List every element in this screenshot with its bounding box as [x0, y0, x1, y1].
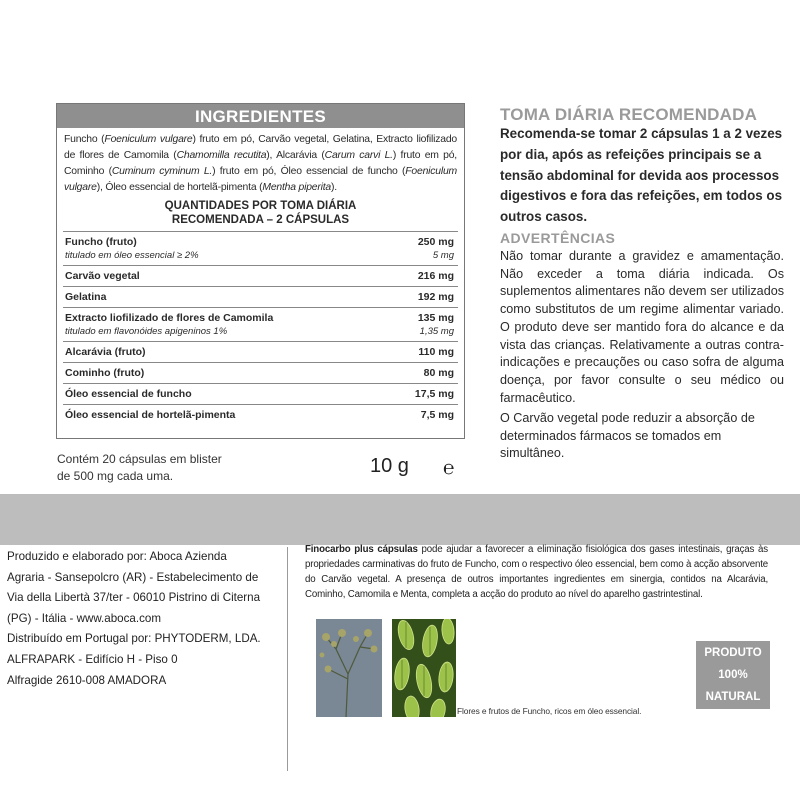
gray-band-divider — [0, 494, 800, 545]
ingredient-name: Funcho (fruto) — [65, 236, 137, 248]
ingredient-name: Óleo essencial de funcho — [65, 388, 192, 400]
ingredient-amount: 7,5 mg — [420, 409, 454, 421]
ingredient-text-part: ). — [330, 182, 337, 193]
producer-line: ALFRAPARK - Edifício H - Piso 0 — [7, 652, 178, 666]
ingredient-text-part: Funcho ( — [64, 134, 105, 145]
daily-dose-title: TOMA DIÁRIA RECOMENDADA — [500, 105, 758, 124]
quantities-title — [57, 200, 464, 227]
quantities-title-line2: RECOMENDADA – 2 CÁPSULAS — [171, 213, 350, 226]
ingredient-titration-amount: 1,35 mg — [419, 326, 454, 337]
capsule-count-line1: Contém 20 cápsulas em blister — [57, 452, 222, 466]
ingredient-name: Carvão vegetal — [65, 270, 140, 282]
daily-dose-text: Recomenda-se tomar 2 cápsulas 1 a 2 vezes por dia, após as refeições principais se a tensão abdominal for devida aos processos digestivos e fora das refeições, em todos os outros casos. — [500, 126, 783, 225]
ingredient-name: Gelatina — [65, 291, 107, 303]
badge-line3: NATURAL — [705, 691, 761, 703]
ingredient-name: Óleo essencial de hortelã-pimenta — [65, 409, 236, 421]
ingredient-amount: 216 mg — [417, 270, 454, 282]
producer-info — [7, 547, 275, 691]
vertical-divider — [287, 547, 288, 771]
capsule-count-note — [57, 451, 287, 485]
botanical-name: Carum carvi L. — [324, 150, 393, 161]
ingredient-name: Alcarávia (fruto) — [65, 346, 146, 358]
ingredient-titration: titulado em flavonóides apigeninos 1% — [65, 326, 228, 337]
ingredient-name: Cominho (fruto) — [65, 367, 145, 379]
ingredients-text — [57, 128, 464, 196]
producer-line: Distribuído em Portugal por: PHYTODERM, LDA. — [7, 632, 261, 646]
table-row — [63, 342, 458, 363]
net-quantity: 10 g — [370, 455, 409, 477]
capsule-count-line2: de 500 mg cada uma. — [57, 469, 174, 483]
producer-line: Produzido e elaborado por: Aboca Azienda — [7, 550, 227, 563]
ingredient-text-part: ) fruto em pó, Carvão vegetal, Gelatina, Extracto liofilizado de flores de Camomila ( — [64, 134, 457, 161]
ingredient-titration: titulado em óleo essencial ≥ 2% — [65, 250, 199, 261]
ingredient-amount: 17,5 mg — [414, 388, 454, 400]
producer-line: Via della Libertà 37/ter - 06010 Pistrino di Citerna — [7, 591, 261, 605]
warnings-text: Não tomar durante a gravidez e amamentação. Não exceder a toma diária indicada. Os suplementos alimentares não devem ser utilizados como substitutos de um regime alimentar variado. O produto deve ser mantido fora do alcance e da vista das crianças. Relativamente a outras contra-indicações e precauções ou caso sofra de alguma doença, por favor consulte o seu médico ou farmacêutico. — [500, 249, 784, 405]
ingredient-amount: 135 mg — [417, 312, 454, 324]
estimated-sign-icon: ℮ — [443, 458, 455, 479]
fennel-seeds-photo — [392, 619, 456, 717]
natural-product-badge — [696, 641, 770, 709]
product-description — [305, 543, 768, 603]
quantities-table — [63, 231, 458, 425]
table-row — [63, 266, 458, 287]
table-row — [63, 232, 458, 266]
badge-line1: PRODUTO — [704, 647, 762, 659]
botanical-name: Foeniculum vulgare — [64, 166, 457, 193]
quantities-title-line1: QUANTIDADES POR TOMA DIÁRIA — [164, 200, 357, 212]
photo-caption: Flores e frutos de Funcho, ricos em óleo essencial. — [457, 706, 642, 716]
ingredient-amount: 192 mg — [417, 291, 454, 303]
producer-line: Alfragide 2610-008 AMADORA — [7, 673, 167, 687]
ingredient-titration-amount: 5 mg — [432, 250, 454, 261]
table-row — [63, 405, 458, 426]
charcoal-warning-text: O Carvão vegetal pode reduzir a absorção de determinados fármacos se tomados em simultâneo. — [500, 411, 755, 461]
table-row — [63, 308, 458, 342]
fennel-flowers-photo — [316, 619, 382, 717]
table-row — [63, 363, 458, 384]
ingredient-amount: 250 mg — [417, 236, 454, 248]
ingredient-name: Extracto liofilizado de flores de Camomila — [65, 312, 274, 324]
producer-line: Agraria - Sansepolcro (AR) - Estabelecimento de — [7, 570, 259, 584]
producer-line: (PG) - Itália - www.aboca.com — [7, 611, 161, 625]
botanical-name: Cuminum cyminum L. — [111, 166, 213, 177]
ingredient-text-part: ), Alcarávia ( — [266, 150, 325, 161]
ingredient-text-part: ) fruto em pó, Cominho ( — [64, 150, 457, 177]
table-row — [63, 384, 458, 405]
ingredient-text-part: ), Óleo essencial de hortelã-pimenta ( — [96, 182, 263, 193]
botanical-name: Chamomilla recutita — [176, 150, 267, 161]
botanical-name: Mentha piperita — [262, 182, 331, 193]
warnings-title: ADVERTÊNCIAS — [500, 230, 616, 246]
product-description-text: pode ajudar a favorecer a eliminação fisiológica dos gases intestinais, graças às propriedades carminativas do fruto de Funcho, com o respectivo óleo essencial, bem como à acção absorvente do Carvão vegetal. A presença de outros importantes ingredientes em sinergia, contidos na Alcarávia, Cominho, Camomila e Menta, completa a acção do produto ao nível do aparelho gastrintestinal. — [305, 544, 768, 600]
table-row — [63, 287, 458, 308]
ingredients-panel — [56, 103, 465, 439]
ingredient-text-part: ) fruto em pó, Óleo essencial de funcho ( — [212, 166, 406, 177]
ingredient-amount: 80 mg — [423, 367, 454, 379]
ingredients-title: INGREDIENTES — [57, 104, 464, 128]
botanical-name: Foeniculum vulgare — [104, 134, 193, 145]
badge-line2: 100% — [718, 669, 748, 681]
ingredient-amount: 110 mg — [418, 346, 454, 358]
product-name: Finocarbo plus cápsulas — [305, 544, 418, 555]
